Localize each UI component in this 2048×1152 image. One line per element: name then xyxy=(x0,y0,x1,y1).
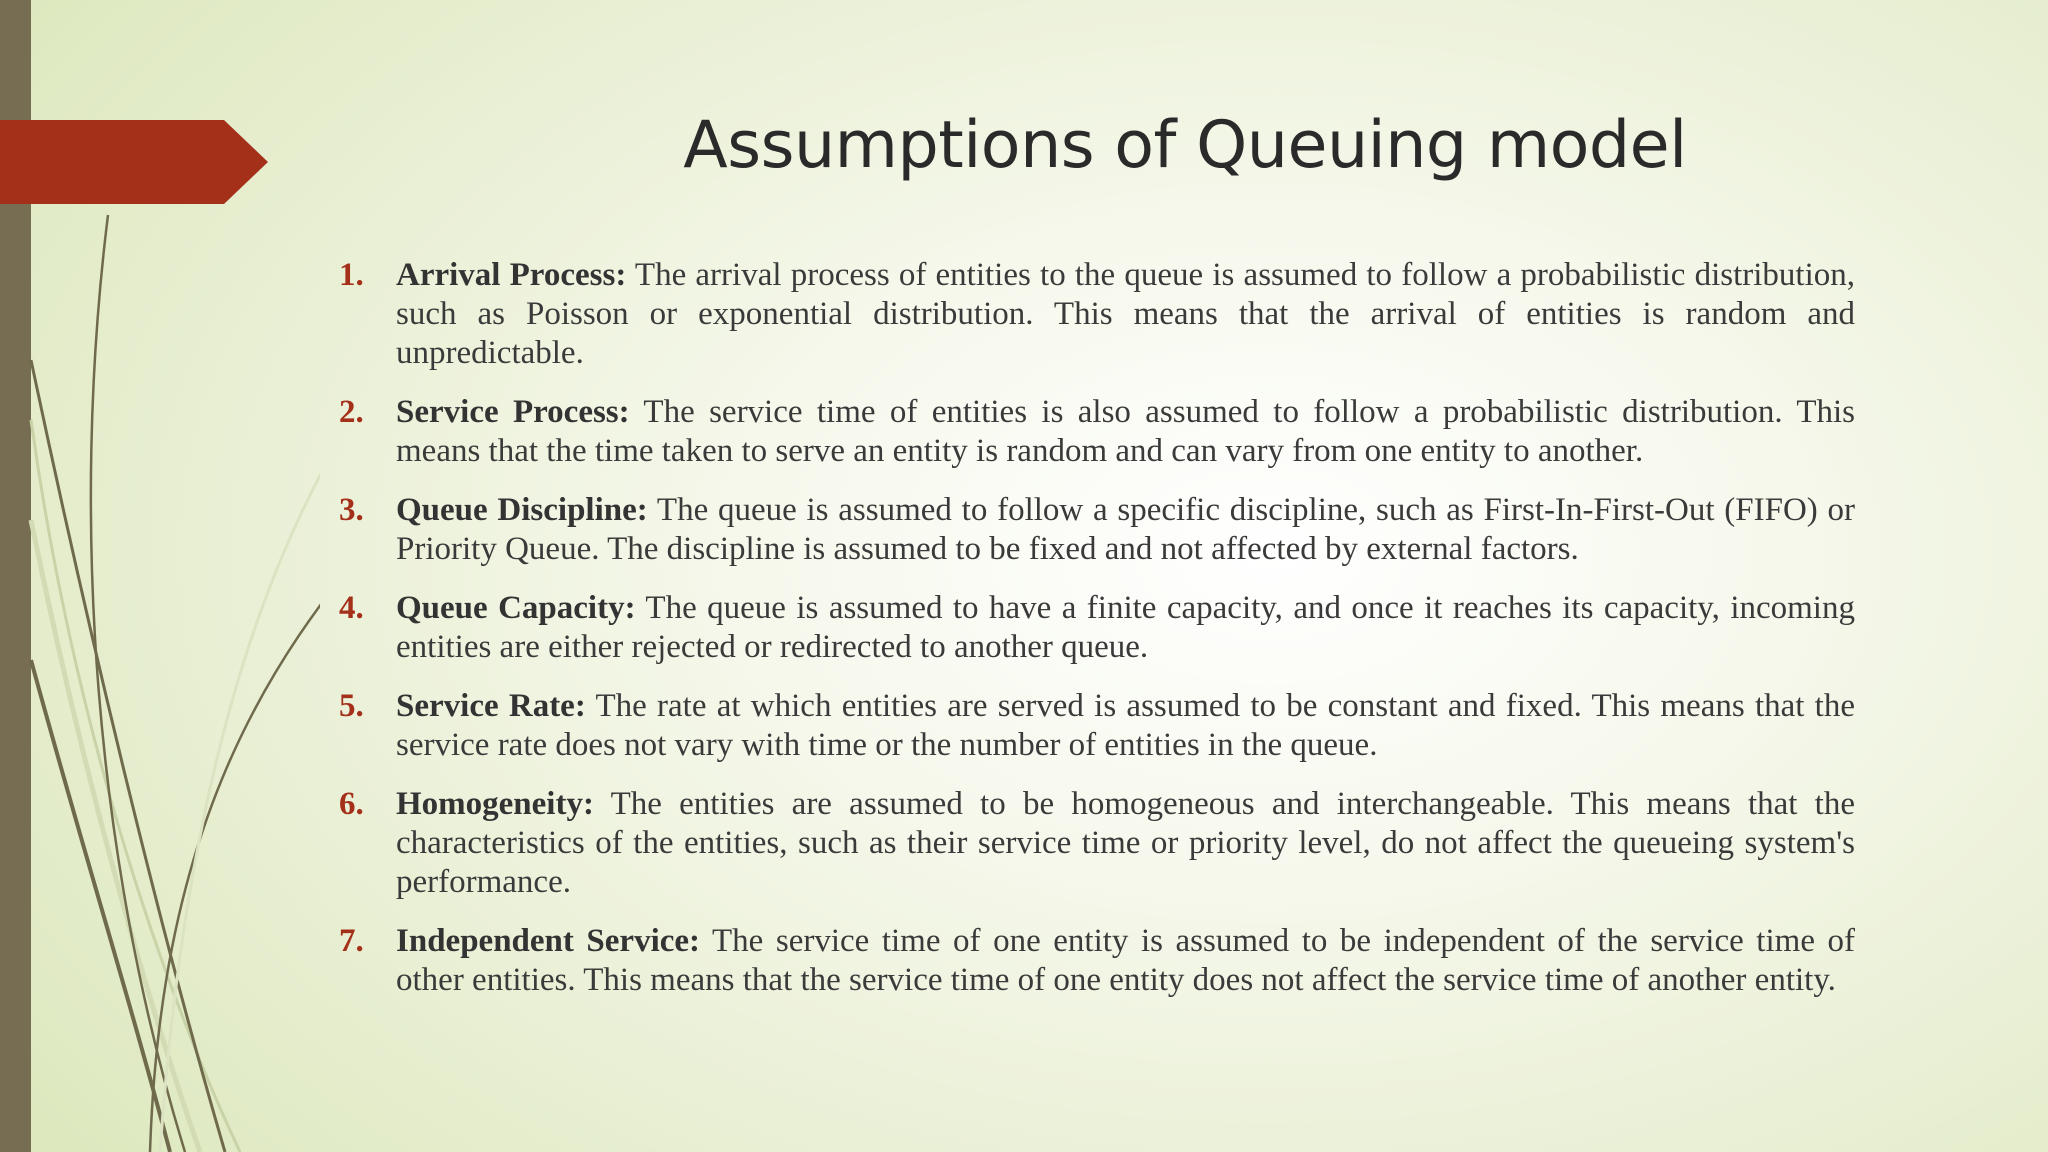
item-term: Independent Service: xyxy=(396,923,701,959)
list-item xyxy=(330,785,1855,902)
decorative-curve xyxy=(150,510,320,1152)
item-number: 3. xyxy=(339,492,364,528)
list-item xyxy=(330,491,1855,569)
list-item xyxy=(330,393,1855,471)
decorative-curve xyxy=(31,660,170,1152)
slide-title: Assumptions of Queuing model xyxy=(683,108,1687,183)
item-number: 2. xyxy=(339,394,364,430)
item-text xyxy=(396,393,1855,471)
item-text xyxy=(396,785,1855,902)
decorative-curve xyxy=(31,420,240,1152)
decorative-curve xyxy=(31,360,225,1152)
item-description: The service time of one entity is assumed to be independent of the service time of other entities. This means that the service time of one entity does not affect the service time of another entity. xyxy=(396,923,1855,998)
item-text xyxy=(396,256,1855,373)
item-number: 7. xyxy=(339,923,364,959)
item-term: Service Process: xyxy=(396,394,630,430)
item-text xyxy=(396,491,1855,569)
item-description: The queue is assumed to have a finite capacity, and once it reaches its capacity, incoming entities are either rejected or redirected to another queue. xyxy=(396,590,1855,665)
list-item xyxy=(330,687,1855,765)
title-arrow-banner xyxy=(0,120,268,204)
item-description: The queue is assumed to follow a specific discipline, such as First-In-First-Out (FIFO) or Priority Queue. The discipline is assumed to be fixed and not affected by external factors. xyxy=(396,492,1855,567)
list-item xyxy=(330,256,1855,373)
assumptions-list xyxy=(330,256,1855,1020)
item-description: The entities are assumed to be homogeneous and interchangeable. This means that the characteristics of the entities, such as their service time or priority level, do not affect the queueing system's performance. xyxy=(396,786,1855,900)
list-item xyxy=(330,589,1855,667)
item-number: 6. xyxy=(339,786,364,822)
list-item xyxy=(330,922,1855,1000)
item-text xyxy=(396,687,1855,765)
item-term: Arrival Process: xyxy=(396,257,627,293)
item-number: 5. xyxy=(339,688,364,724)
item-term: Service Rate: xyxy=(396,688,586,724)
decorative-curve xyxy=(91,215,185,1152)
item-term: Homogeneity: xyxy=(396,786,594,822)
item-term: Queue Capacity: xyxy=(396,590,636,626)
item-text xyxy=(396,589,1855,667)
item-term: Queue Discipline: xyxy=(396,492,648,528)
item-description: The service time of entities is also assumed to follow a probabilistic distribution. This means that the time taken to serve an entity is random and can vary from one entity to another. xyxy=(396,394,1855,469)
item-text xyxy=(396,922,1855,1000)
item-description: The rate at which entities are served is assumed to be constant and fixed. This means that the service rate does not vary with time or the number of entities in the queue. xyxy=(396,688,1855,763)
item-number: 4. xyxy=(339,590,364,626)
item-description: The arrival process of entities to the queue is assumed to follow a probabilistic distribution, such as Poisson or exponential distribution. This means that the arrival of entities is random and unpredictable. xyxy=(396,257,1855,371)
item-number: 1. xyxy=(339,257,364,293)
